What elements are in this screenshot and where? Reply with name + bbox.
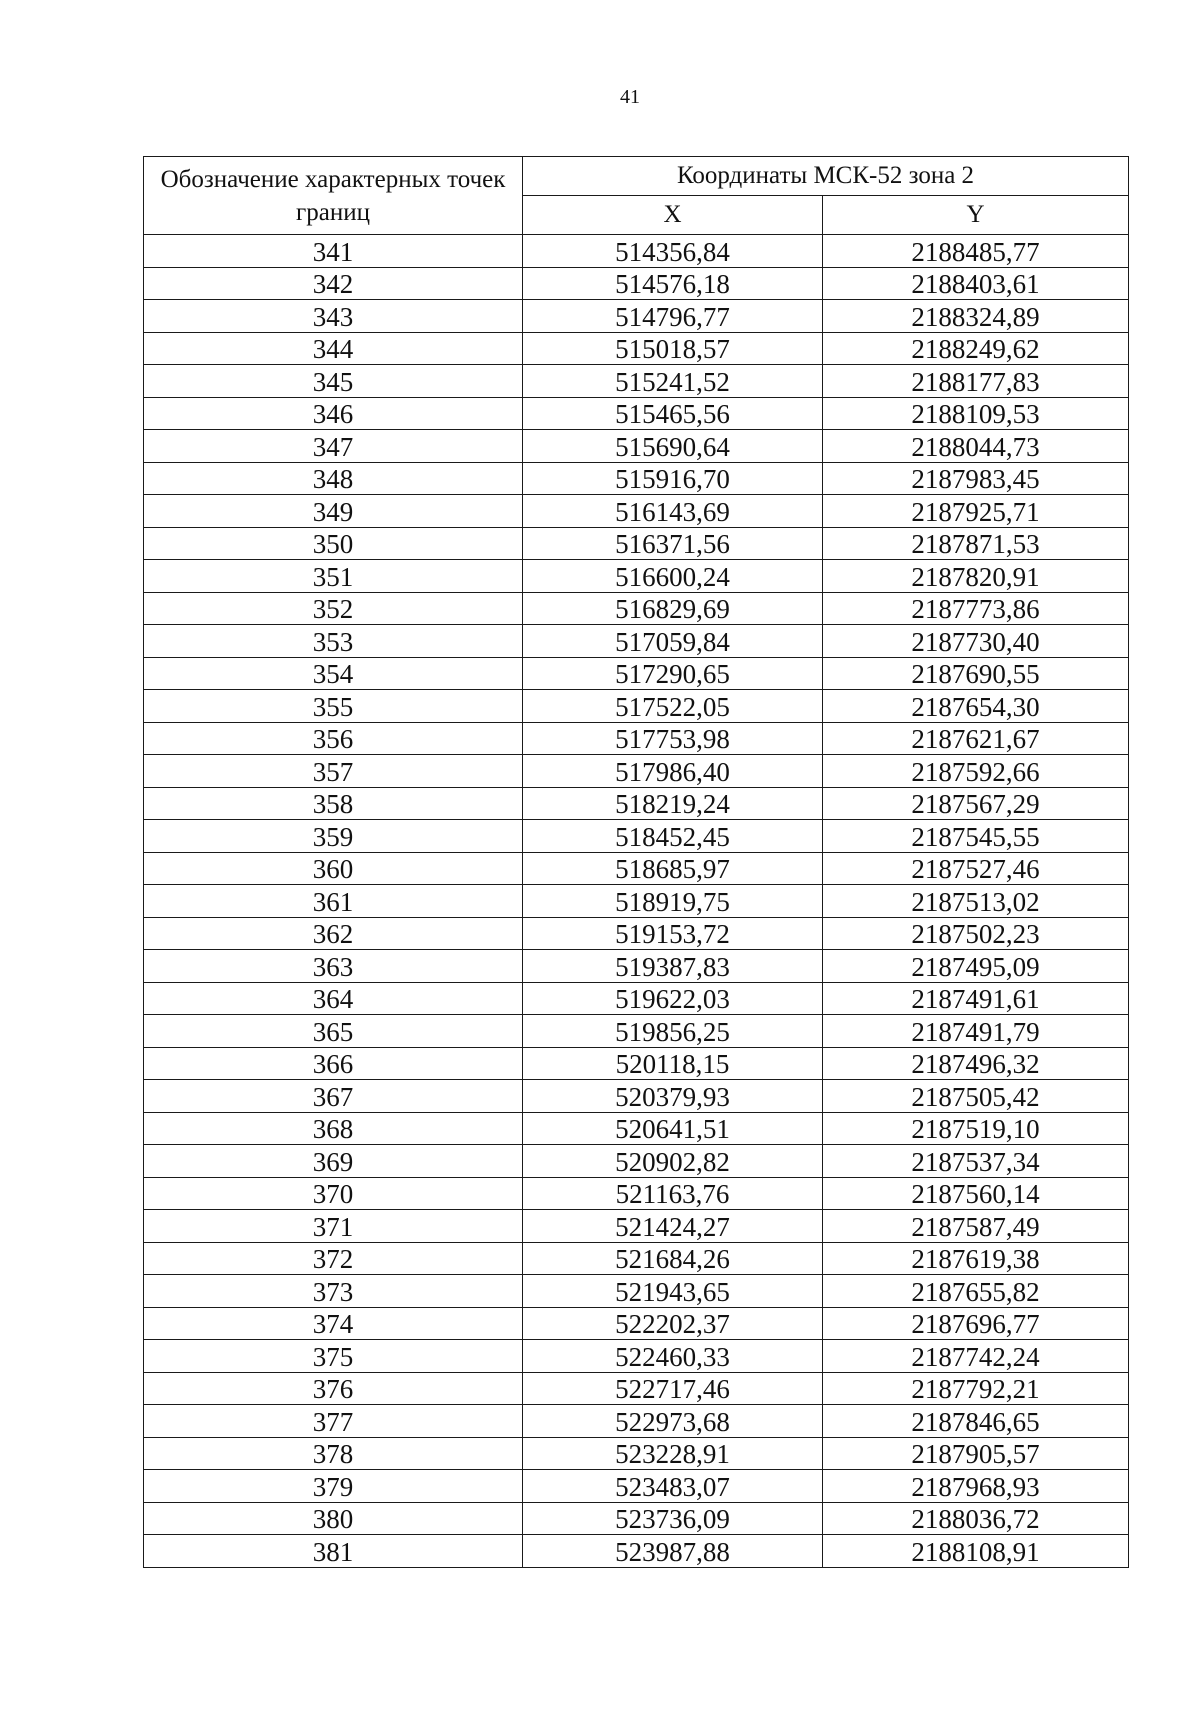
y-cell: 2187519,10: [823, 1112, 1129, 1145]
point-cell: 344: [144, 332, 523, 365]
point-cell: 347: [144, 430, 523, 463]
y-cell: 2187654,30: [823, 690, 1129, 723]
y-cell: 2187592,66: [823, 755, 1129, 788]
point-cell: 351: [144, 560, 523, 593]
point-cell: 378: [144, 1437, 523, 1470]
x-cell: 515916,70: [523, 462, 823, 495]
table-row: [144, 332, 1129, 365]
table-row: [144, 1340, 1129, 1373]
x-cell: 517059,84: [523, 625, 823, 658]
y-cell: 2187742,24: [823, 1340, 1129, 1373]
x-cell: 521684,26: [523, 1242, 823, 1275]
table-row: [144, 885, 1129, 918]
table-row: [144, 300, 1129, 333]
x-cell: 522460,33: [523, 1340, 823, 1373]
point-cell: 342: [144, 267, 523, 300]
point-cell: 348: [144, 462, 523, 495]
x-cell: 520641,51: [523, 1112, 823, 1145]
point-cell: 357: [144, 755, 523, 788]
table-row: [144, 950, 1129, 983]
x-cell: 523483,07: [523, 1470, 823, 1503]
y-cell: 2187505,42: [823, 1080, 1129, 1113]
y-cell: 2187773,86: [823, 592, 1129, 625]
point-cell: 361: [144, 885, 523, 918]
table-row: [144, 430, 1129, 463]
table-row: [144, 657, 1129, 690]
y-cell: 2188403,61: [823, 267, 1129, 300]
point-cell: 375: [144, 1340, 523, 1373]
header-x: X: [523, 196, 823, 235]
table-row: [144, 1437, 1129, 1470]
point-cell: 367: [144, 1080, 523, 1113]
table-row: [144, 1015, 1129, 1048]
x-cell: 515690,64: [523, 430, 823, 463]
x-cell: 518219,24: [523, 787, 823, 820]
y-cell: 2187502,23: [823, 917, 1129, 950]
x-cell: 516600,24: [523, 560, 823, 593]
x-cell: 517753,98: [523, 722, 823, 755]
y-cell: 2188324,89: [823, 300, 1129, 333]
table-row: [144, 1080, 1129, 1113]
point-cell: 374: [144, 1307, 523, 1340]
table-row: [144, 1047, 1129, 1080]
point-cell: 355: [144, 690, 523, 723]
y-cell: 2187983,45: [823, 462, 1129, 495]
point-cell: 352: [144, 592, 523, 625]
page-number: 41: [620, 86, 640, 108]
y-cell: 2187491,79: [823, 1015, 1129, 1048]
y-cell: 2187792,21: [823, 1372, 1129, 1405]
table-row: [144, 1242, 1129, 1275]
point-cell: 379: [144, 1470, 523, 1503]
x-cell: 517522,05: [523, 690, 823, 723]
y-cell: 2188109,53: [823, 397, 1129, 430]
point-cell: 366: [144, 1047, 523, 1080]
table-row: [144, 1307, 1129, 1340]
point-cell: 356: [144, 722, 523, 755]
y-cell: 2187871,53: [823, 527, 1129, 560]
y-cell: 2187696,77: [823, 1307, 1129, 1340]
y-cell: 2187537,34: [823, 1145, 1129, 1178]
x-cell: 521163,76: [523, 1177, 823, 1210]
y-cell: 2187560,14: [823, 1177, 1129, 1210]
y-cell: 2187968,93: [823, 1470, 1129, 1503]
point-cell: 349: [144, 495, 523, 528]
x-cell: 522973,68: [523, 1405, 823, 1438]
table-row: [144, 982, 1129, 1015]
x-cell: 522717,46: [523, 1372, 823, 1405]
x-cell: 519856,25: [523, 1015, 823, 1048]
x-cell: 515018,57: [523, 332, 823, 365]
table-row: [144, 1145, 1129, 1178]
point-cell: 343: [144, 300, 523, 333]
point-cell: 370: [144, 1177, 523, 1210]
x-cell: 514796,77: [523, 300, 823, 333]
x-cell: 521424,27: [523, 1210, 823, 1243]
header-point-designation: Обозначение характерных точек границ: [144, 157, 523, 235]
x-cell: 519153,72: [523, 917, 823, 950]
x-cell: 518452,45: [523, 820, 823, 853]
header-coordinates: Координаты МСК-52 зона 2: [523, 157, 1129, 196]
x-cell: 520118,15: [523, 1047, 823, 1080]
point-cell: 345: [144, 365, 523, 398]
table-row: [144, 787, 1129, 820]
x-cell: 515241,52: [523, 365, 823, 398]
table-row: [144, 625, 1129, 658]
point-cell: 350: [144, 527, 523, 560]
y-cell: 2188177,83: [823, 365, 1129, 398]
y-cell: 2187655,82: [823, 1275, 1129, 1308]
table-row: [144, 852, 1129, 885]
y-cell: 2187491,61: [823, 982, 1129, 1015]
point-cell: 365: [144, 1015, 523, 1048]
y-cell: 2187619,38: [823, 1242, 1129, 1275]
x-cell: 522202,37: [523, 1307, 823, 1340]
y-cell: 2187527,46: [823, 852, 1129, 885]
point-cell: 364: [144, 982, 523, 1015]
x-cell: 514576,18: [523, 267, 823, 300]
y-cell: 2188485,77: [823, 235, 1129, 268]
y-cell: 2187587,49: [823, 1210, 1129, 1243]
header-y: Y: [823, 196, 1129, 235]
table-row: [144, 1275, 1129, 1308]
point-cell: 363: [144, 950, 523, 983]
y-cell: 2188108,91: [823, 1535, 1129, 1568]
table-row: [144, 917, 1129, 950]
point-cell: 373: [144, 1275, 523, 1308]
y-cell: 2188036,72: [823, 1502, 1129, 1535]
x-cell: 517986,40: [523, 755, 823, 788]
table-row: [144, 267, 1129, 300]
table-row: [144, 1372, 1129, 1405]
table-row: [144, 755, 1129, 788]
table-row: [144, 722, 1129, 755]
x-cell: 514356,84: [523, 235, 823, 268]
point-cell: 358: [144, 787, 523, 820]
table-row: [144, 690, 1129, 723]
x-cell: 520902,82: [523, 1145, 823, 1178]
x-cell: 518919,75: [523, 885, 823, 918]
x-cell: 523987,88: [523, 1535, 823, 1568]
y-cell: 2187925,71: [823, 495, 1129, 528]
point-cell: 359: [144, 820, 523, 853]
point-cell: 377: [144, 1405, 523, 1438]
point-cell: 353: [144, 625, 523, 658]
y-cell: 2187545,55: [823, 820, 1129, 853]
x-cell: 521943,65: [523, 1275, 823, 1308]
y-cell: 2187496,32: [823, 1047, 1129, 1080]
x-cell: 523228,91: [523, 1437, 823, 1470]
point-cell: 369: [144, 1145, 523, 1178]
table-row: [144, 495, 1129, 528]
table-row: [144, 1470, 1129, 1503]
y-cell: 2187621,67: [823, 722, 1129, 755]
y-cell: 2187905,57: [823, 1437, 1129, 1470]
y-cell: 2187846,65: [823, 1405, 1129, 1438]
table-row: [144, 820, 1129, 853]
table-header: [144, 157, 1129, 235]
point-cell: 362: [144, 917, 523, 950]
table-row: [144, 527, 1129, 560]
table-row: [144, 397, 1129, 430]
x-cell: 516829,69: [523, 592, 823, 625]
x-cell: 523736,09: [523, 1502, 823, 1535]
x-cell: 517290,65: [523, 657, 823, 690]
table-row: [144, 560, 1129, 593]
table-row: [144, 462, 1129, 495]
y-cell: 2187513,02: [823, 885, 1129, 918]
table-row: [144, 1405, 1129, 1438]
table-row: [144, 1112, 1129, 1145]
x-cell: 516371,56: [523, 527, 823, 560]
point-cell: 380: [144, 1502, 523, 1535]
x-cell: 519622,03: [523, 982, 823, 1015]
point-cell: 381: [144, 1535, 523, 1568]
point-cell: 368: [144, 1112, 523, 1145]
x-cell: 516143,69: [523, 495, 823, 528]
x-cell: 518685,97: [523, 852, 823, 885]
table-row: [144, 592, 1129, 625]
point-cell: 341: [144, 235, 523, 268]
table-body: [144, 235, 1129, 1568]
y-cell: 2188249,62: [823, 332, 1129, 365]
point-cell: 371: [144, 1210, 523, 1243]
point-cell: 354: [144, 657, 523, 690]
point-cell: 376: [144, 1372, 523, 1405]
point-cell: 372: [144, 1242, 523, 1275]
table-row: [144, 235, 1129, 268]
y-cell: 2187690,55: [823, 657, 1129, 690]
y-cell: 2187567,29: [823, 787, 1129, 820]
x-cell: 520379,93: [523, 1080, 823, 1113]
x-cell: 515465,56: [523, 397, 823, 430]
y-cell: 2187820,91: [823, 560, 1129, 593]
point-cell: 360: [144, 852, 523, 885]
table-row: [144, 1535, 1129, 1568]
y-cell: 2187730,40: [823, 625, 1129, 658]
point-cell: 346: [144, 397, 523, 430]
table-row: [144, 1210, 1129, 1243]
table-row: [144, 1177, 1129, 1210]
y-cell: 2188044,73: [823, 430, 1129, 463]
table-row: [144, 365, 1129, 398]
x-cell: 519387,83: [523, 950, 823, 983]
y-cell: 2187495,09: [823, 950, 1129, 983]
table-row: [144, 1502, 1129, 1535]
coordinates-table: [143, 156, 1129, 1568]
